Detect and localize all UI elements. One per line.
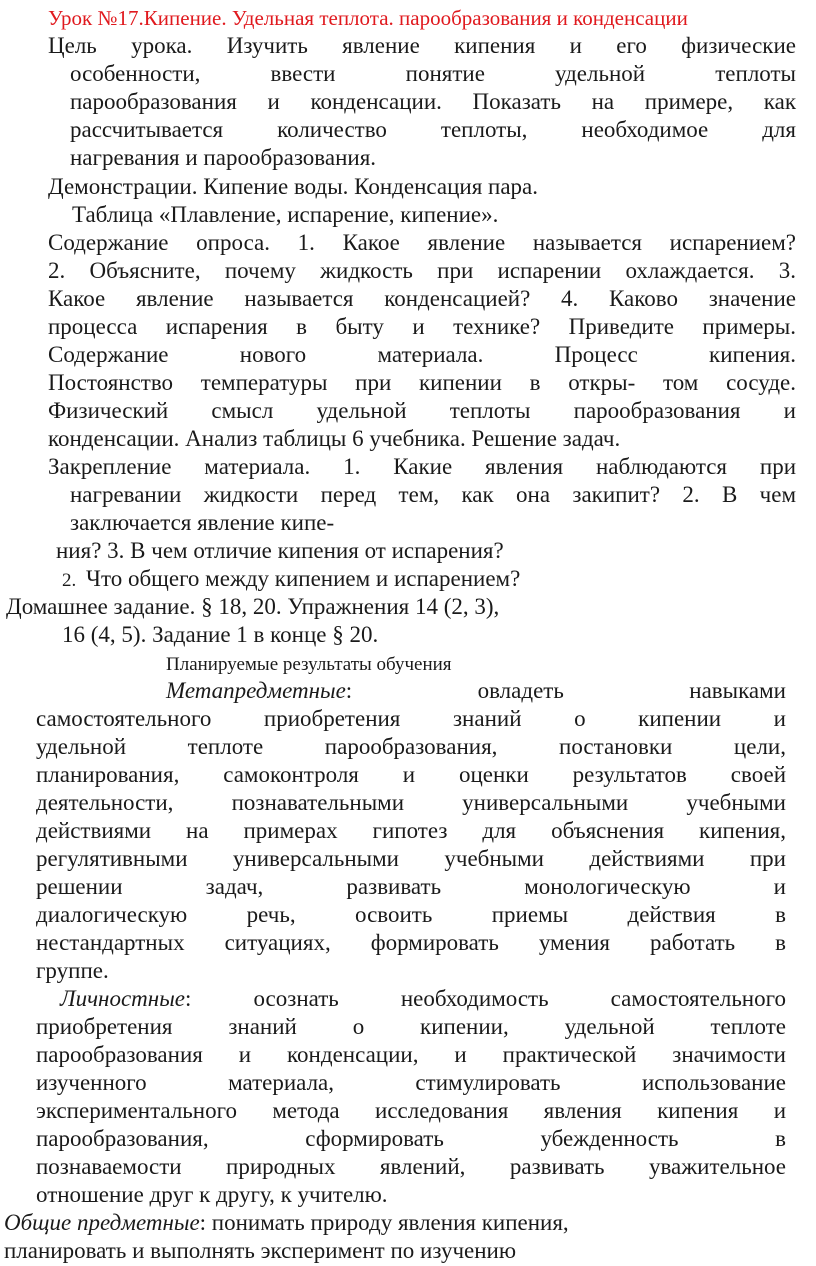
text-line: изученного материала, стимулировать использование — [36, 1070, 786, 1095]
text-line: действиями на примерах гипотез для объяснения кипения, — [36, 818, 786, 843]
homework-line: 16 (4, 5). Задание 1 в конце § 20. — [62, 622, 379, 647]
text-line: Демонстрации. Кипение воды. Конденсация пара. — [48, 174, 538, 199]
text-line: Физический смысл удельной теплоты парообразования и — [48, 398, 796, 423]
text-line: Таблица «Плавление, испарение, кипение». — [72, 202, 499, 227]
text-line: регулятивными универсальными учебными действиями при — [36, 846, 786, 871]
text-line: процесса испарения в быту и технике? Приведите примеры. — [48, 314, 796, 339]
text-line: Закрепление материала. 1. Какие явления наблюдаются при — [48, 454, 796, 479]
text-line: парообразования и конденсации, и практической значимости — [36, 1042, 786, 1067]
text-line: Постоянство температуры при кипении в откры- том сосуде. — [48, 370, 796, 395]
meta-label: Метапредметные — [166, 678, 346, 703]
text-line: нестандартных ситуациях, формировать умения работать в — [36, 930, 786, 955]
text-line: нагревания и парообразования. — [70, 145, 377, 170]
text-line: парообразования, сформировать убежденность в — [36, 1126, 786, 1151]
text-line: особенности, ввести понятие удельной теплоты — [70, 61, 796, 86]
text-line: Содержание опроса. 1. Какое явление называется испарением? — [48, 230, 796, 255]
homework-line: Домашнее задание. § 18, 20. Упражнения 14 (2, 3), — [6, 594, 500, 619]
text-line: группе. — [36, 958, 109, 983]
general-first-line — [4, 1209, 569, 1237]
text-line: планирования, самоконтроля и оценки результатов своей — [36, 762, 786, 787]
list-number: 2. — [62, 570, 77, 591]
personal-label: Личностные — [60, 986, 185, 1011]
text-line: парообразования и конденсации. Показать на примере, как — [70, 89, 796, 114]
text-line: Что общего между кипением и испарением? — [86, 566, 521, 591]
general-text: : понимать природу явления кипения, — [199, 1210, 569, 1235]
text-line: экспериментального метода исследования явления кипения и — [36, 1098, 786, 1123]
text-line: рассчитывается количество теплоты, необходимое для — [70, 117, 796, 142]
text-line: заключается явление кипе- — [70, 510, 335, 535]
lesson-title: Урок №17.Кипение. Удельная теплота. парообразования и конденсации — [48, 6, 688, 30]
personal-first-line: Личностные: осознать необходимость самостоятельного — [60, 986, 786, 1011]
text-line: Цель урока. Изучить явление кипения и его физические — [48, 33, 796, 58]
text-line: Какое явление называется конденсацией? 4. Каково значение — [48, 286, 796, 311]
meta-first-line: Метапредметные: овладеть навыками — [166, 678, 786, 703]
text-line: отношение друг к другу, к учителю. — [36, 1182, 388, 1207]
text-line: удельной теплоте парообразования, постановки цели, — [36, 734, 786, 759]
text-line: ния? 3. В чем отличие кипения от испарения? — [56, 538, 504, 563]
text-line: конденсации. Анализ таблицы 6 учебника. Решение задач. — [48, 426, 621, 451]
text-line: приобретения знаний о кипении, удельной теплоте — [36, 1014, 786, 1039]
text-line: решении задач, развивать монологическую и — [36, 874, 786, 899]
text-line: планировать и выполнять эксперимент по изучению — [4, 1238, 517, 1263]
results-heading: Планируемые результаты обучения — [166, 654, 452, 675]
text-line: Содержание нового материала. Процесс кипения. — [48, 342, 796, 367]
general-label: Общие предметные — [4, 1210, 200, 1235]
text-line: нагревании жидкости перед тем, как она закипит? 2. В чем — [70, 482, 796, 507]
text-line: познаваемости природных явлений, развивать уважительное — [36, 1154, 786, 1179]
text-line: диалогическую речь, освоить приемы действия в — [36, 902, 786, 927]
text-line: самостоятельного приобретения знаний о кипении и — [36, 706, 786, 731]
text-line: деятельности, познавательными универсальными учебными — [36, 790, 786, 815]
text-line: 2. Объясните, почему жидкость при испарении охлаждается. 3. — [48, 258, 796, 283]
